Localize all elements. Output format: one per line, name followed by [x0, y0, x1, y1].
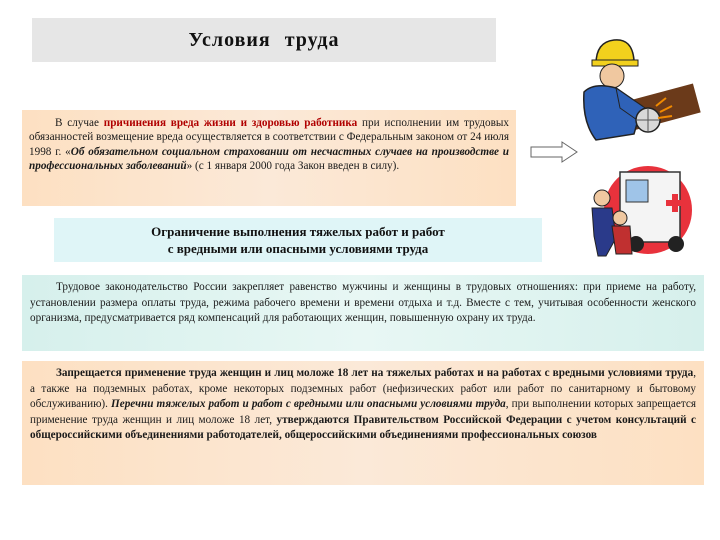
worker-with-saw-icon — [584, 40, 701, 140]
restriction-heading-line-1: Ограничение выполнения тяжелых работ и работ — [151, 224, 445, 239]
equality-paragraph: Трудовое законодательство России закрепляет равенство мужчины и женщины в трудовых отношениях: при приеме на работу, установлении размера оплаты труда, режима рабочего времени и времени отдыха и т.д. Вместе с тем, учитывая особенности женского организма, предусматривается ряд компенсаций для работающих женщин, повышенную охрану их труда. — [30, 281, 696, 325]
block4-part-3: Перечни тяжелых работ и работ с вредными или опасными условиями труда — [111, 398, 506, 411]
block1-law-name: Об обязательном социальном страховании от несчастных случаев на производстве и профессиональных заболеваний — [29, 145, 509, 173]
equality-text — [22, 275, 704, 351]
block4-part-4: , при выполнении которых запрещается применение труда женщин и лиц моложе 18 лет, — [30, 398, 696, 426]
worker-illustration — [576, 22, 706, 258]
page-title-box — [32, 18, 496, 62]
injury-compensation-text — [22, 110, 516, 206]
ambulance-rescue-icon — [592, 166, 692, 256]
block4-part-2: , а также на подземных работах, кроме некоторых подземных работ (нефизических работ или работ по санитарному и бытовому обслуживанию). — [30, 367, 696, 411]
block1-part-5: » (с 1 января 2000 года Закон введен в силу). — [186, 160, 400, 173]
page-title: Условия труда — [188, 28, 340, 51]
block4-part-5: утверждаются Правительством Российской Федерации с учетом консультаций с общероссийскими объединениями работодателей, общероссийскими объединениями профессиональных союзов — [30, 413, 697, 442]
restriction-heading — [54, 218, 542, 262]
restriction-heading-line-2: с вредными или опасными условиями труда — [167, 241, 429, 256]
block1-part-1: В случае — [55, 117, 104, 129]
block1-part-3: при исполнении им трудовых обязанностей возмещение вреда осуществляется в соответствии с Федеральным законом от 24 июля 1998 г. « — [29, 117, 509, 158]
prohibition-text — [22, 361, 704, 485]
arrow-right-icon — [530, 141, 578, 163]
block4-part-1: Запрещается применение труда женщин и лиц моложе 18 лет на тяжелых работах и на работах с вредными условиями труда — [56, 367, 694, 379]
block1-highlight: причинения вреда жизни и здоровью работника — [103, 117, 358, 129]
